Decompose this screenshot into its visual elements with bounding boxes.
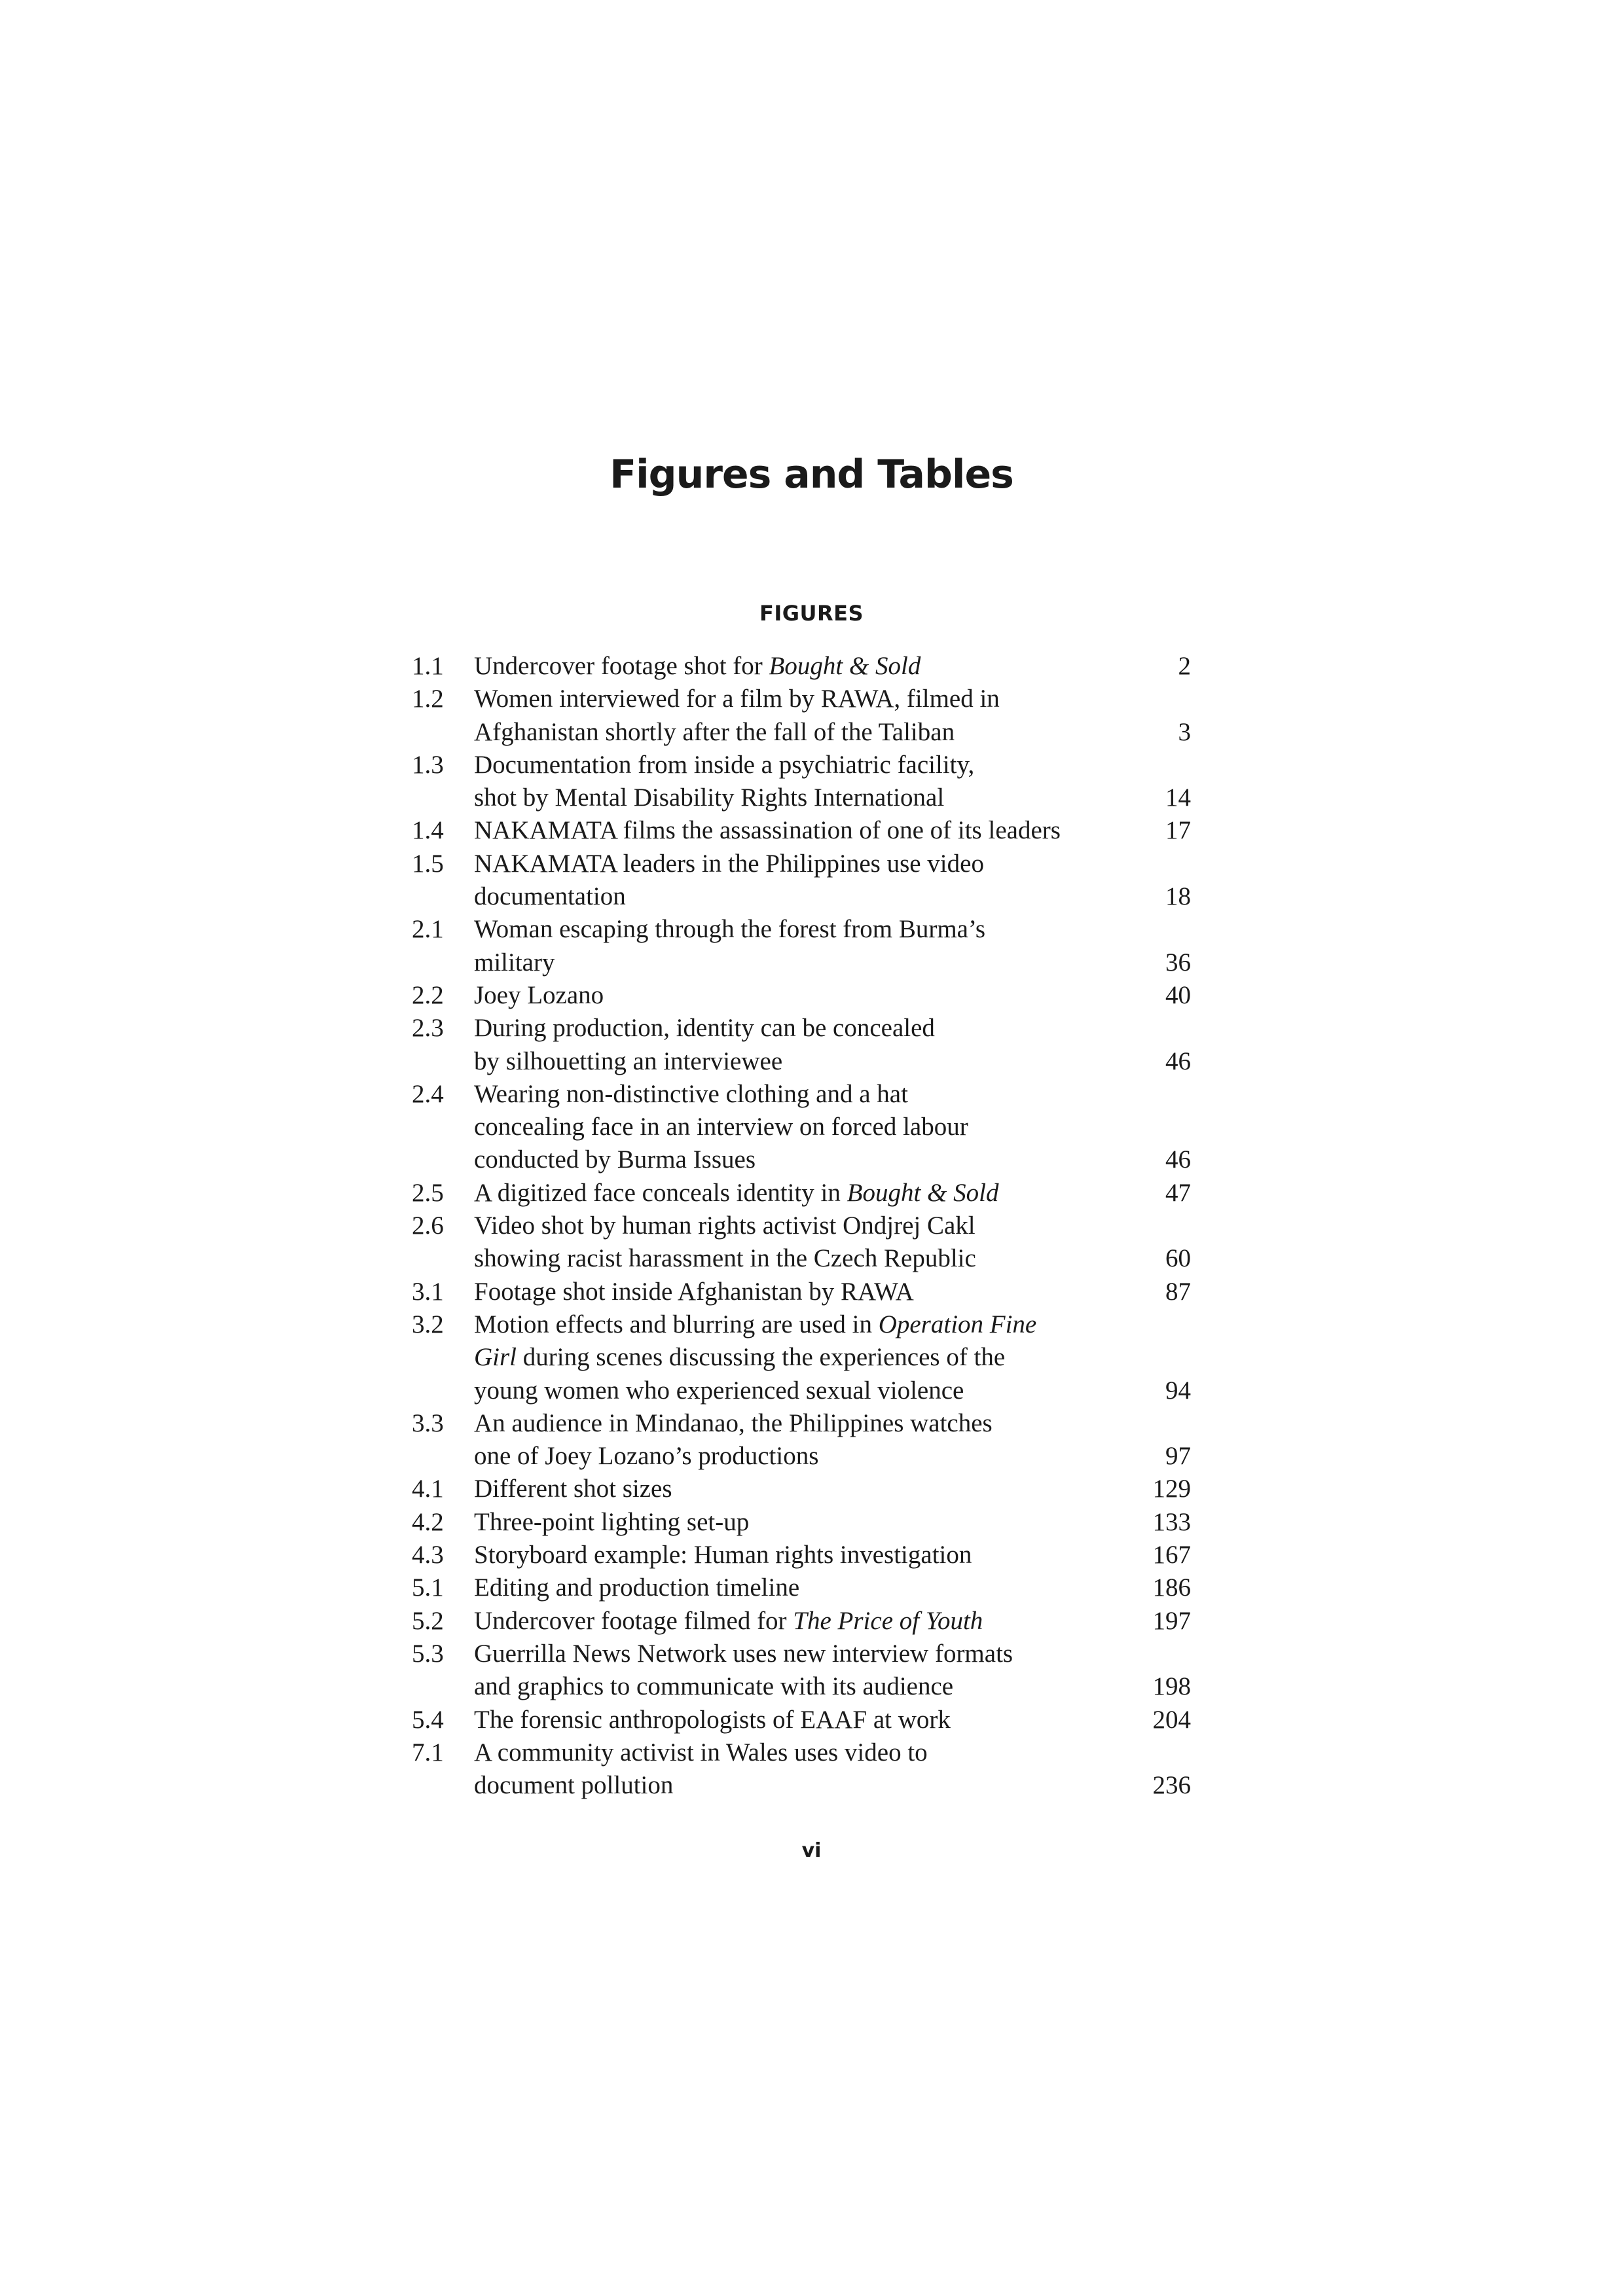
figure-entry (412, 749, 1191, 815)
figure-caption (474, 1210, 1125, 1276)
figure-caption (474, 1012, 1125, 1078)
figure-number: 2.5 (412, 1178, 444, 1207)
figure-number: 2.4 (412, 1079, 444, 1108)
figure-number: 5.2 (412, 1606, 444, 1635)
figure-page-number: 14 (1165, 783, 1191, 812)
figure-entry (412, 1571, 1191, 1604)
figure-entry (412, 1407, 1191, 1473)
figure-caption (474, 1638, 1125, 1704)
figure-caption (474, 1605, 1125, 1638)
figure-caption-line: Undercover footage filmed for The Price of Youth (474, 1606, 983, 1635)
section-heading-figures: FIGURES (759, 601, 864, 626)
figure-number: 4.1 (412, 1475, 444, 1503)
figure-entry (412, 650, 1191, 683)
figure-caption-line: During production, identity can be concealed (474, 1014, 935, 1043)
figure-caption-line: The forensic anthropologists of EAAF at work (474, 1705, 951, 1734)
figure-page-number: 3 (1178, 717, 1191, 746)
figure-number: 2.6 (412, 1211, 444, 1240)
figure-number: 3.2 (412, 1310, 444, 1338)
figure-caption-line: Girl during scenes discussing the experiences of the (474, 1343, 1006, 1372)
figure-list (412, 650, 1191, 1802)
figure-page-number: 46 (1165, 1145, 1191, 1174)
figure-entry (412, 1308, 1191, 1407)
figure-entry (412, 913, 1191, 979)
figure-number: 5.1 (412, 1573, 444, 1602)
figure-number: 3.3 (412, 1408, 444, 1437)
figure-caption-line: An audience in Mindanao, the Philippines watches (474, 1408, 993, 1437)
figure-number: 3.1 (412, 1277, 444, 1306)
figure-caption-line: Women interviewed for a film by RAWA, filmed in (474, 685, 1000, 713)
figure-page-number: 197 (1152, 1606, 1191, 1635)
figure-caption-line: Afghanistan shortly after the fall of the Taliban (474, 717, 955, 746)
figure-number: 1.3 (412, 750, 444, 779)
figure-caption-line: military (474, 948, 555, 977)
figure-entry (412, 1605, 1191, 1638)
figure-caption-line: Motion effects and blurring are used in Operation Fine (474, 1310, 1037, 1338)
figure-caption (474, 1407, 1125, 1473)
figure-caption-line: A community activist in Wales uses video to (474, 1738, 928, 1767)
figure-caption-line: one of Joey Lozano’s productions (474, 1442, 819, 1471)
figure-page-number: 18 (1165, 882, 1191, 911)
figure-page-number: 60 (1165, 1244, 1191, 1273)
figure-entry (412, 683, 1191, 749)
figure-number: 4.2 (412, 1507, 444, 1536)
figure-caption-line: showing racist harassment in the Czech Republic (474, 1244, 976, 1273)
figure-caption (474, 979, 1125, 1012)
figure-number: 5.3 (412, 1639, 444, 1668)
figure-caption (474, 1736, 1125, 1803)
figure-entry (412, 979, 1191, 1012)
figure-entry (412, 1177, 1191, 1210)
figure-page-number: 236 (1152, 1771, 1191, 1800)
figure-caption (474, 814, 1125, 847)
figure-caption (474, 1704, 1125, 1736)
figure-entry (412, 1736, 1191, 1803)
page-number-footer: vi (801, 1839, 822, 1862)
figure-entry (412, 814, 1191, 847)
figure-page-number: 46 (1165, 1047, 1191, 1075)
figure-caption-line: concealing face in an interview on forced labour (474, 1113, 968, 1141)
figure-number: 1.4 (412, 816, 444, 845)
figure-caption-line: NAKAMATA films the assassination of one of its leaders (474, 816, 1061, 845)
figure-caption-line: by silhouetting an interviewee (474, 1047, 783, 1075)
figure-number: 7.1 (412, 1738, 444, 1767)
figure-number: 2.1 (412, 915, 444, 944)
figure-number: 2.3 (412, 1014, 444, 1043)
figure-number: 1.1 (412, 652, 444, 680)
figure-caption-line: documentation (474, 882, 626, 911)
figure-caption-line: Video shot by human rights activist Ondjrej Cakl (474, 1211, 976, 1240)
figure-entry (412, 1638, 1191, 1704)
figure-caption-line: Storyboard example: Human rights investigation (474, 1541, 972, 1570)
figure-caption-line: Three-point lighting set-up (474, 1507, 750, 1536)
figure-caption-line: Woman escaping through the forest from Burma’s (474, 915, 986, 944)
figure-caption-line: Undercover footage shot for Bought & Sold (474, 652, 921, 680)
figure-entry (412, 1012, 1191, 1078)
figure-page-number: 36 (1165, 948, 1191, 977)
figure-entry (412, 1078, 1191, 1177)
figure-caption-line: shot by Mental Disability Rights International (474, 783, 945, 812)
figure-entry (412, 1473, 1191, 1505)
figure-page-number: 186 (1152, 1573, 1191, 1602)
figure-page-number: 129 (1152, 1475, 1191, 1503)
figure-caption (474, 1506, 1125, 1539)
figure-page-number: 133 (1152, 1507, 1191, 1536)
figure-caption (474, 1539, 1125, 1571)
figure-number: 2.2 (412, 980, 444, 1009)
figure-page-number: 204 (1152, 1705, 1191, 1734)
figure-page-number: 97 (1165, 1442, 1191, 1471)
figure-page-number: 17 (1165, 816, 1191, 845)
figure-page-number: 94 (1165, 1376, 1191, 1405)
figure-entry (412, 848, 1191, 914)
figure-caption (474, 1177, 1125, 1210)
figure-caption-line: Documentation from inside a psychiatric facility, (474, 750, 975, 779)
figure-caption (474, 683, 1125, 749)
figure-caption-line: and graphics to communicate with its audience (474, 1672, 954, 1701)
figure-caption (474, 913, 1125, 979)
figure-caption-line: Wearing non-distinctive clothing and a hat (474, 1079, 908, 1108)
figure-page-number: 167 (1152, 1541, 1191, 1570)
figure-page-number: 2 (1178, 652, 1191, 680)
figure-caption (474, 1308, 1125, 1407)
figure-entry (412, 1276, 1191, 1308)
figure-caption-line: young women who experienced sexual violence (474, 1376, 964, 1405)
figure-page-number: 87 (1165, 1277, 1191, 1306)
figure-entry (412, 1210, 1191, 1276)
figure-number: 4.3 (412, 1541, 444, 1570)
figure-page-number: 47 (1165, 1178, 1191, 1207)
figure-number: 1.5 (412, 849, 444, 878)
figure-caption (474, 1473, 1125, 1505)
figure-caption-line: conducted by Burma Issues (474, 1145, 756, 1174)
figure-entry (412, 1539, 1191, 1571)
figure-page-number: 198 (1152, 1672, 1191, 1701)
figure-caption-line: Joey Lozano (474, 980, 604, 1009)
figure-number: 5.4 (412, 1705, 444, 1734)
figure-caption-line: Guerrilla News Network uses new interview formats (474, 1639, 1013, 1668)
figure-caption-line: Editing and production timeline (474, 1573, 800, 1602)
figure-caption-line: Footage shot inside Afghanistan by RAWA (474, 1277, 914, 1306)
figure-caption-line: NAKAMATA leaders in the Philippines use video (474, 849, 984, 878)
figure-caption (474, 848, 1125, 914)
figure-page-number: 40 (1165, 980, 1191, 1009)
figure-caption (474, 650, 1125, 683)
figure-caption (474, 1276, 1125, 1308)
figure-number: 1.2 (412, 685, 444, 713)
figure-entry (412, 1704, 1191, 1736)
figure-caption (474, 1571, 1125, 1604)
figure-caption-line: A digitized face conceals identity in Bought & Sold (474, 1178, 999, 1207)
figure-caption (474, 1078, 1125, 1177)
figure-caption-line: document pollution (474, 1771, 674, 1800)
figure-caption (474, 749, 1125, 815)
page-title: Figures and Tables (610, 452, 1013, 497)
figure-caption-line: Different shot sizes (474, 1475, 672, 1503)
figure-entry (412, 1506, 1191, 1539)
